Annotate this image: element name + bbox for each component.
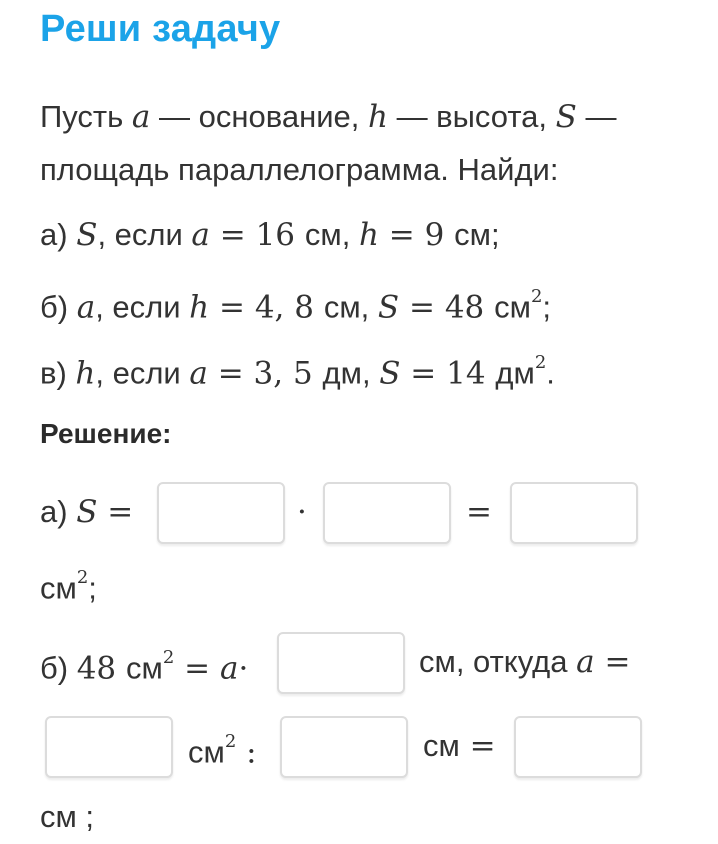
solution-a-equals: = xyxy=(466,494,492,530)
solution-b-lhs: б) 48 $см^2 = a\cdot$ xyxy=(40,647,249,687)
problem-line-1: Пусть a — основание, h — высота, S — xyxy=(40,99,617,135)
problem-line-2: площадь параллелограмма. Найди: xyxy=(40,152,559,187)
answer-input-b3[interactable] xyxy=(280,716,408,778)
problem-part-b: б) a, если h = 4, 8 см, S = 48 $см^2$; xyxy=(40,286,552,326)
answer-input-b2[interactable] xyxy=(45,716,173,778)
solution-a-dot: · xyxy=(297,494,307,530)
solution-heading: Решение: xyxy=(40,418,172,449)
answer-input-b4[interactable] xyxy=(514,716,642,778)
problem-part-c: в) h, если a = 3, 5 дм, S = 14 $дм^2$. xyxy=(40,352,555,392)
solution-b-unit4: см ; xyxy=(40,799,95,834)
solution-a-lhs: а) S = xyxy=(40,494,134,530)
answer-input-a3[interactable] xyxy=(510,482,638,544)
solution-b-unit2: $см^2$ : xyxy=(188,731,257,771)
solution-b-mid: см, откуда a = xyxy=(419,644,631,680)
problem-part-a: а) S, если a = 16 см, h = 9 см; xyxy=(40,217,500,253)
answer-input-a1[interactable] xyxy=(157,482,285,544)
answer-input-b1[interactable] xyxy=(277,632,405,694)
solution-a-unit: $см^2$; xyxy=(40,567,97,606)
page-title: Реши задачу xyxy=(40,8,281,50)
answer-input-a2[interactable] xyxy=(323,482,451,544)
solution-b-unit3: см = xyxy=(423,728,496,764)
